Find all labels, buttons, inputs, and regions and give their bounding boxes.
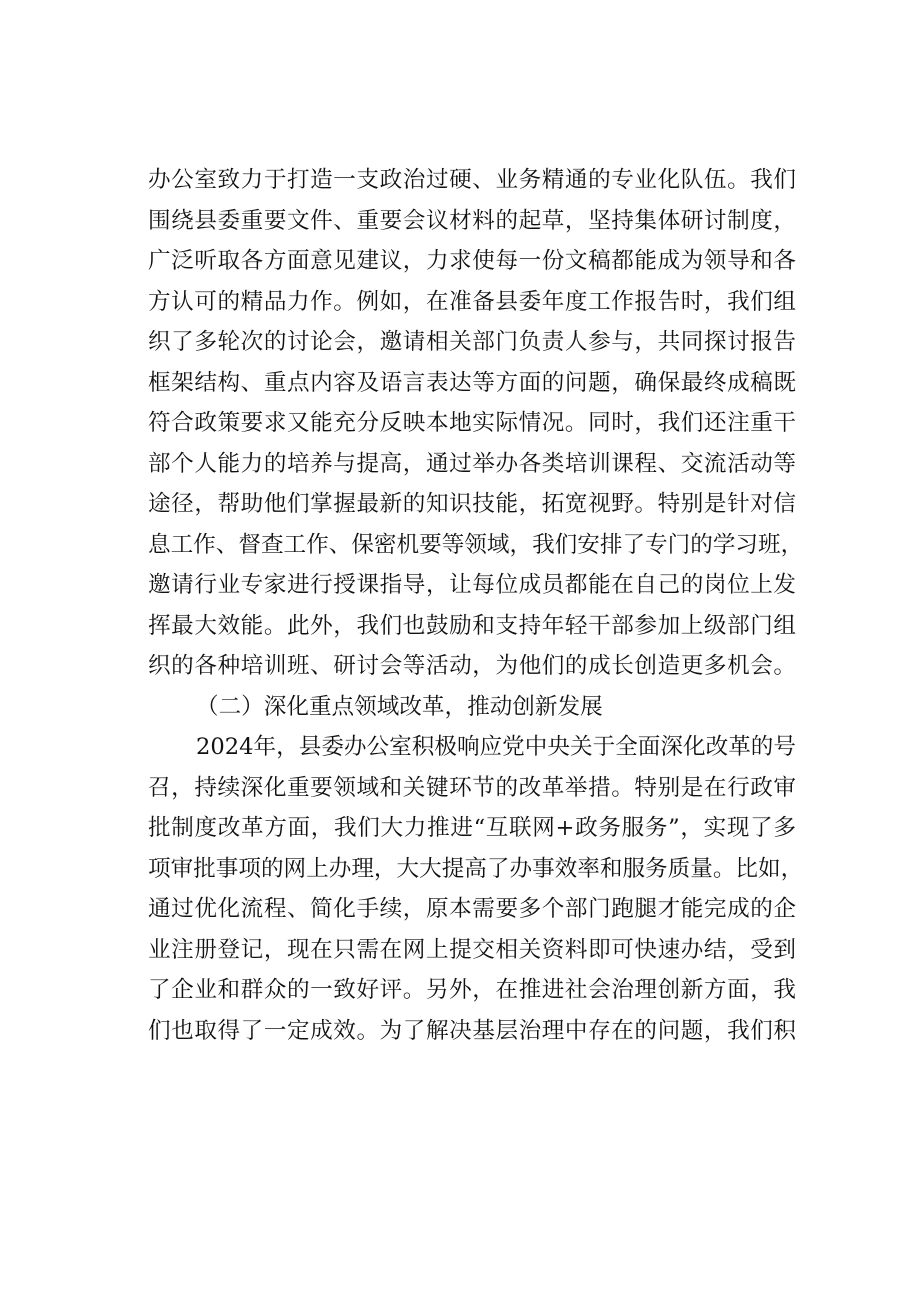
text-line: 部个人能力的培养与提高，通过举办各类培训课程、交流活动等 [148, 450, 796, 477]
text-line: 符合政策要求又能充分反映本地实际情况。同时，我们还注重干 [148, 410, 796, 436]
text-line: 织的各种培训班、研讨会等活动，为他们的成长创造更多机会。 [148, 653, 796, 679]
document-body [148, 160, 804, 1051]
text-line: 广泛听取各方面意见建议，力求使每一份文稿都能成为领导和各 [148, 248, 796, 274]
paragraph-reform [148, 727, 804, 1051]
paragraph-team-building [148, 160, 804, 687]
section-heading: （二）深化重点领域改革，推动创新发展 [196, 693, 603, 720]
text-line: 织了多轮次的讨论会，邀请相关部门负责人参与，共同探讨报告 [148, 329, 796, 355]
text-line: 邀请行业专家进行授课指导，让每位成员都能在自己的岗位上发 [148, 572, 796, 598]
text-line: 框架结构、重点内容及语言表达等方面的问题，确保最终成稿既 [148, 369, 796, 396]
text-line: 通过优化流程、简化手续，原本需要多个部门跑腿才能完成的企 [148, 896, 796, 922]
text-line: 息工作、督查工作、保密机要等领域，我们安排了专门的学习班， [148, 531, 804, 558]
text-line: 了企业和群众的一致好评。另外，在推进社会治理创新方面，我 [148, 977, 796, 1003]
text-line: 途径，帮助他们掌握最新的知识技能，拓宽视野。特别是针对信 [148, 491, 796, 517]
text-line: 召，持续深化重要领域和关键环节的改革举措。特别是在行政审 [148, 774, 796, 801]
text-line: 批制度改革方面，我们大力推进“互联网+政务服务”，实现了多 [148, 815, 796, 841]
text-line: 方认可的精品力作。例如，在准备县委年度工作报告时，我们组 [148, 288, 796, 315]
text-line: 办公室致力于打造一支政治过硬、业务精通的专业化队伍。我们 [148, 167, 796, 193]
text-line: 项审批事项的网上办理，大大提高了办事效率和服务质量。比如， [148, 855, 804, 882]
text-line: 们也取得了一定成效。为了解决基层治理中存在的问题，我们积 [148, 1017, 796, 1044]
text-line: 2024年，县委办公室积极响应党中央关于全面深化改革的号 [196, 734, 796, 760]
text-line: 挥最大效能。此外，我们也鼓励和支持年轻干部参加上级部门组 [148, 612, 796, 639]
text-line: 业注册登记，现在只需在网上提交相关资料即可快速办结，受到 [148, 936, 796, 963]
text-line: 围绕县委重要文件、重要会议材料的起草，坚持集体研讨制度， [148, 207, 796, 234]
